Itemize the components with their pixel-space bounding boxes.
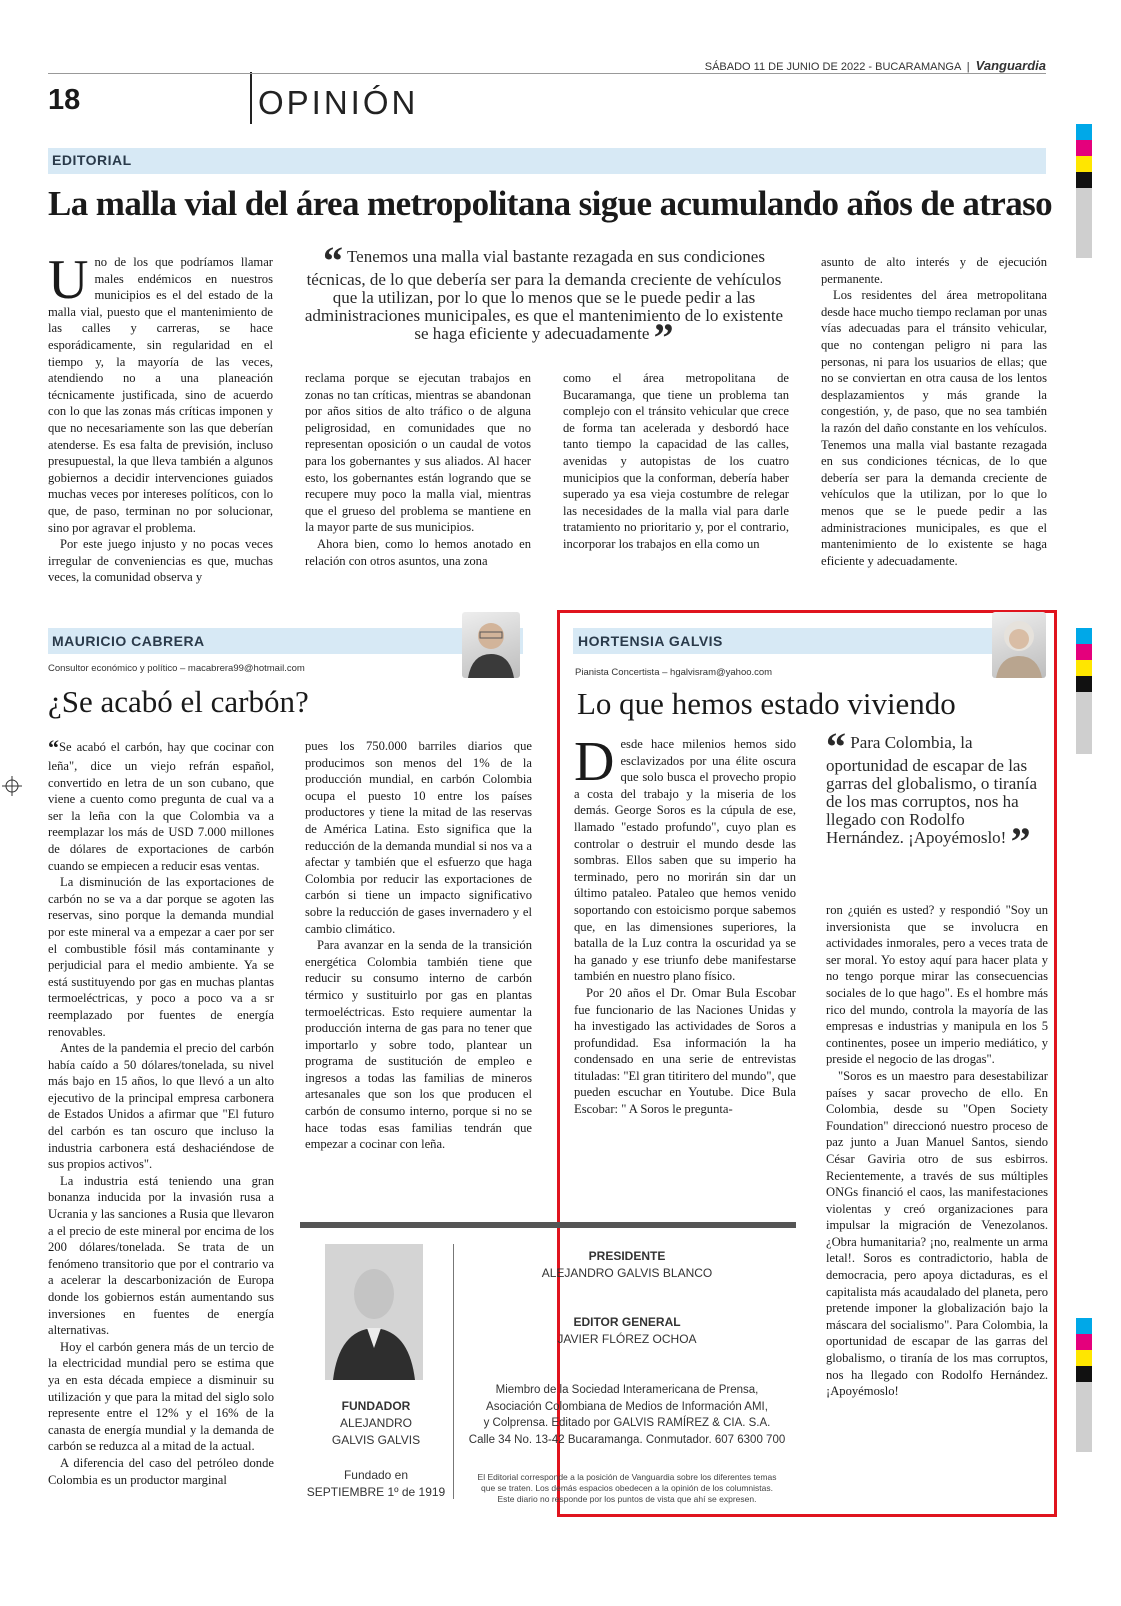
member-line: Miembro de la Sociedad Interamericana de Prensa,: [495, 1384, 759, 1396]
disclaimer-line: El Editorial corresponde a la posición de Vanguardia sobre los diferentes temas: [477, 1472, 777, 1482]
dateline: [705, 58, 1046, 73]
disclaimer-line: que se traten. Los demás espacios obedecen a la opinión de los columnistas.: [480, 1483, 774, 1493]
cabrera-title: ¿Se acabó el carbón?: [48, 684, 309, 719]
founder-name: ALEJANDRO: [339, 1416, 413, 1430]
black-swatch: [1076, 676, 1092, 692]
gray-swatch: [1076, 1382, 1092, 1452]
paragraph: A diferencia del caso del petróleo donde Colombia es un productor marginal: [48, 1455, 274, 1487]
crosshair-icon: [2, 776, 22, 796]
galvis-pull-quote: [826, 724, 1041, 864]
disclaimer-block: [452, 1472, 802, 1505]
magenta-swatch: [1076, 1334, 1092, 1350]
membership-block: [462, 1382, 792, 1448]
magenta-swatch: [1076, 140, 1092, 156]
editor-block: [527, 1314, 727, 1348]
pull-quote-text: Para Colombia, la oportunidad de escapar de las garras del globalismo, o tiranía de los mas corruptos, nos ha llegado con Rodolfo Hernández. ¡Apoyémoslo!: [826, 733, 1038, 847]
brand-logo: Vanguardia: [975, 58, 1046, 73]
editor-name: JAVIER FLÓREZ OCHOA: [557, 1332, 697, 1346]
editorial-column-3: [563, 370, 789, 553]
disclaimer-line: Este diario no responde por los puntos de vista que ahí se expresen.: [497, 1494, 757, 1504]
paragraph: Por 20 años el Dr. Omar Bula Escobar fue funcionario de las Naciones Unidas y ha investigado las actividades de Soros a profundidad. Esa información la ha condensado en una serie de entrevistas tituladas: "El gran titiritero del mundo", que pueden escuchar en Youtube. Dice Bula Escobar: " A Soros le pregunta-: [574, 985, 796, 1117]
editor-label: EDITOR GENERAL: [573, 1315, 681, 1329]
founded-date: SEPTIEMBRE 1º de 1919: [306, 1485, 446, 1499]
editorial-column-1: [48, 249, 273, 586]
cabrera-author-label: MAURICIO CABRERA: [52, 633, 205, 649]
quote-open-icon: “: [323, 238, 344, 283]
color-registration-top: [1076, 124, 1092, 258]
president-block: [527, 1248, 727, 1282]
paragraph: asunto de alto interés y de ejecución permanente.: [821, 255, 1047, 286]
galvis-column-2: [826, 902, 1048, 1400]
yellow-swatch: [1076, 1350, 1092, 1366]
black-swatch: [1076, 172, 1092, 188]
paragraph: reclama porque se ejecutan trabajos en zonas no tan críticas, mientras se abandonan por años sitios de alto tráfico o de alguna peligrosidad, en comunidades que no representan oposición o un caudal de votos para los gobernantes y sus aliados. Al hacer esto, los gobernantes están logrando que se recupere muy poco la malla vial, mientras que el grueso del problema se mantiene en la mayor parte de sus municipios.: [305, 371, 531, 535]
paragraph: La industria está teniendo una gran bonanza inducida por la invasión rusa a Ucrania y las sanciones a Rusia que llevaron a el precio de este mineral por encima de los 200 dólares/tonelada. Se trata de un fenómeno transitorio que por el contrario va a acelerar la descarbonización de Europa donde los gobiernos están aumentando sus inversiones en fuentes de energía alternativas.: [48, 1173, 274, 1338]
founder-photo: [325, 1244, 423, 1380]
member-line: Asociación Colombiana de Medios de Información AMI,: [486, 1400, 768, 1413]
member-line: Calle 34 No. 13-42 Bucaramanga. Conmutador. 607 6300 700: [468, 1433, 786, 1446]
paragraph: “Se acabó el carbón, hay que cocinar con leña", dice un viejo refrán español, convertido en letra de un son cubano, que viene a cuento como pregunta de cual va a ser la leña con la que Colombia va a reemplazar los más de USD 7.000 millones de dólares de exportaciones de carbón cuando se empiecen a reducir esas ventas.: [48, 735, 274, 873]
section-title: OPINIÓN: [258, 84, 419, 121]
editorial-label: EDITORIAL: [52, 152, 132, 168]
cabrera-avatar: [462, 612, 520, 678]
paragraph: Antes de la pandemia el precio del carbón había caído a 50 dólares/tonelada, su nivel más bajo en 15 años, lo que llevó a un alto ejecutivo de la principal empresa carbonera de Estados Unidos a afirmar que "El futuro del carbón es tan oscuro que incluso la industria carbonera está deshaciéndose de sus propios activos".: [48, 1041, 274, 1172]
cabrera-author-info: Consultor económico y político – macabrera99@hotmail.com: [48, 663, 305, 674]
editorial-pull-quote: [300, 238, 788, 360]
cyan-swatch: [1076, 1318, 1092, 1334]
quote-open-icon: “: [48, 735, 59, 760]
black-swatch: [1076, 1366, 1092, 1382]
editorial-column-2: [305, 370, 531, 569]
header-rule: [48, 73, 1046, 74]
dateline-sep: |: [966, 61, 970, 73]
member-line: y Colprensa. Editado por GALVIS RAMÍREZ & CIA. S.A.: [483, 1417, 771, 1429]
galvis-author-label: HORTENSIA GALVIS: [578, 633, 723, 649]
founded-text: Fundado en: [343, 1468, 409, 1482]
paragraph: como el área metropolitana de Bucaramanga, que tiene un problema tan complejo con el tránsito vehicular que crece de forma tan acelerada y desbordó hace tanto tiempo la capacidad de las calles, avenidas y autopistas de los cuatro municipios que la conforman, debería haber superado ya esa vieja costumbre de relegar las necesidades de la malla vial para darle tratamiento no prioritario y, por el contrario, incorporar los trabajos en ella como un: [563, 371, 789, 551]
paragraph: pues los 750.000 barriles diarios que producimos son menos del 1% de la producción mundial, en carbón Colombia ocupa el puesto 10 entre los países productores y tiene la mitad de las reservas de América Latina. Esto significa que la reducción de la demanda mundial si nos va a afectar y también que el esfuerzo que haga Colombia por reducir las exportaciones de carbón si tiene un impacto significativo sobre la reducción de gases invernadero y el cambio climático.: [305, 739, 532, 936]
galvis-title: Lo que hemos estado viviendo: [577, 686, 956, 721]
paragraph: Ahora bien, como lo hemos anotado en relación con otros asuntos, una zona: [305, 536, 531, 568]
galvis-author-info: Pianista Concertista – hgalvisram@yahoo.com: [575, 667, 773, 678]
founder-label: FUNDADOR: [341, 1399, 411, 1413]
pull-quote-text: Tenemos una malla vial bastante rezagada en sus condiciones técnicas, de lo que debería ser para la demanda creciente de vehículos que la utilizan, por lo que lo menos que se le puede pedir a las administraciones municipales, es que el mantenimiento de lo existente se haga eficiente y adecuadamente: [304, 247, 784, 343]
galvis-avatar: [992, 612, 1046, 678]
galvis-column-1: [574, 731, 796, 1118]
magenta-swatch: [1076, 644, 1092, 660]
president-name: ALEJANDRO GALVIS BLANCO: [541, 1266, 713, 1280]
masthead-divider: [453, 1244, 454, 1499]
paragraph: Por este juego injusto y no pocas veces irregular de conveniencias es que, muchas veces, la comunidad observa y: [48, 537, 273, 585]
quote-open-icon: “: [826, 724, 846, 769]
masthead-rule: [300, 1222, 796, 1228]
yellow-swatch: [1076, 156, 1092, 172]
paragraph: "Soros es un maestro para desestabilizar países y sacar provecho de ello. En Colombia, desde su "Open Society Foundation" direccionó nuestro proceso de paz junto a Juan Manuel Santos, siendo César Gaviria otro de sus esbirros. Recientemente, a través de sus múltiples ONGs financió el caos, las manifestaciones violentas y creó organizaciones para impulsar la migración de Venezolanos. ¿Obra humanitaria? ¡no, realmente un arma letal!. Soros es contradictorio, habla de democracia, pero apoya dictaduras, es el capitalista más acaudalado del planeta, pero pretende imponer la globalización bajo la máscara del socialismo". Para Colombia, la oportunidad de escapar de las garras del globalismo, o tiranía de los mas corruptos, nos ha llegado con Rodolfo Hernández. ¡Apoyémoslo!: [826, 1068, 1048, 1399]
paragraph: esde hace milenios hemos sido esclavizados por una élite oscura que solo busca el provecho propio a costa del trabajo y la miseria de los demás. George Soros es la cúpula de ese, llamado "estado profundo", cuyo plan es controlar o destruir el mundo desde las sombras. Ellos saben que su imperio ha terminado, pero no morirán sin dar un último pataleo. Pataleo que hemos venido soportando con estoicismo porque sabemos que, en las dimensiones superiores, la batalla de la Luz contra la oscuridad ya se ha ganado y ese triunfo debe manifestarse también en nuestro plano físico.: [574, 737, 796, 984]
color-registration-bottom: [1076, 1318, 1092, 1452]
galvis-dropcap: D: [574, 731, 615, 793]
cabrera-column-1: [48, 735, 274, 1488]
dateline-text: SÁBADO 11 DE JUNIO DE 2022 - BUCARAMANGA: [704, 61, 961, 73]
header-divider: [250, 72, 252, 124]
gray-swatch: [1076, 692, 1092, 754]
quote-close-icon: ”: [653, 315, 674, 360]
editorial-title: La malla vial del área metropolitana sigue acumulando años de atraso: [48, 184, 1053, 223]
color-registration-mid: [1076, 628, 1092, 754]
president-label: PRESIDENTE: [588, 1249, 666, 1263]
cyan-swatch: [1076, 124, 1092, 140]
founder-name: GALVIS GALVIS: [331, 1433, 421, 1447]
cyan-swatch: [1076, 628, 1092, 644]
founder-block: [300, 1398, 452, 1501]
paragraph: ron ¿quién es usted? y respondió "Soy un inversionista que se involucra en actividades inmorales, pero a veces trata de ser moral. Yo estoy aquí para hacer plata y no tengo porque mirar las consecuencias sociales de lo que hago". Es el hombre más rico del mundo, controla la mayoría de las empresas e industrias y manipula en los 5 continentes, posee un imperio mediático, y preside el negocio de las drogas".: [826, 903, 1048, 1067]
paragraph: no de los que podríamos llamar males endémicos en nuestros municipios es el del estado de la malla vial, puesto que el mantenimiento de las calles y carreras, se hace esporádicamente, sin regularidad en el tiempo y, la mayoría de las veces, atendiendo no a una planeación técnicamente justificada, sino de acuerdo con lo que las zonas más críticas imponen y que no necesariamente son las que deberían atenderse. Es esa falta de previsión, incluso presupuestal, la que lleva también a algunos gobiernos a decidir intervenciones guiados muchas veces por intereses políticos, con lo que, de paso, terminan no por solucionar, sino por agravar el problema.: [48, 255, 273, 535]
page-number: 18: [48, 84, 81, 116]
editorial-column-4: [821, 254, 1047, 569]
paragraph: La disminución de las exportaciones de carbón no se va a dar porque se agoten las reservas, sino porque la demanda mundial por este mineral va a empezar a caer por ser el combustible fósil más contaminante y perjudicial para el medio ambiente. Ya se está sustituyendo por gas en muchas plantas termoeléctricas, y poco a poco va a sr reemplazado por fuentes de energía renovables.: [48, 875, 274, 1039]
editorial-section-bar: [48, 148, 1046, 174]
paragraph: Los residentes del área metropolitana desde hace mucho tiempo reclaman por unas vías adecuadas para el tránsito vehicular, que no contengan peligro ni para las personas, ni para los usuarios de ellas; que no se conviertan en otra causa de los lentos desplazamientos y más grande la congestión, y, de paso, que no sea también la razón del daño constante en los vehículos. Tenemos una malla vial bastante rezagada en sus condiciones técnicas, de lo que debería ser para la demanda creciente de vehículos que la utilizan, por lo que lo menos que se le puede pedir a las administraciones municipales, es que el mantenimiento de lo existente se haga eficiente y adecuadamente.: [821, 288, 1047, 568]
yellow-swatch: [1076, 660, 1092, 676]
paragraph: Para avanzar en la senda de la transición energética Colombia también tiene que reducir su consumo interno de carbón térmico y sustituirlo por gas en plantas termoeléctricas. Esto requiere aumentar la producción interna de gas para no tener que importarlo y sobre todo, plantear un programa de sustitución de empleo e ingresos a todas las familias de mineros artesanales que son los que producen el carbón de consumo interno, porque si no se hace todas esas familias tendrán que empezar a cocinar con leña.: [305, 938, 532, 1152]
paragraph: Hoy el carbón genera más de un tercio de la electricidad mundial pero se estima que ya en esta década empiece a disminuir su utilización y que para la mitad del siglo solo represente entre el 12% y el 16% de la canasta de energía mundial y la demanda de carbón se reduzca al a mitad de la actual.: [48, 1339, 274, 1454]
cabrera-column-2: [305, 738, 532, 1153]
quote-close-icon: ”: [1010, 819, 1031, 864]
editorial-dropcap: U: [48, 249, 89, 311]
gray-swatch: [1076, 188, 1092, 258]
